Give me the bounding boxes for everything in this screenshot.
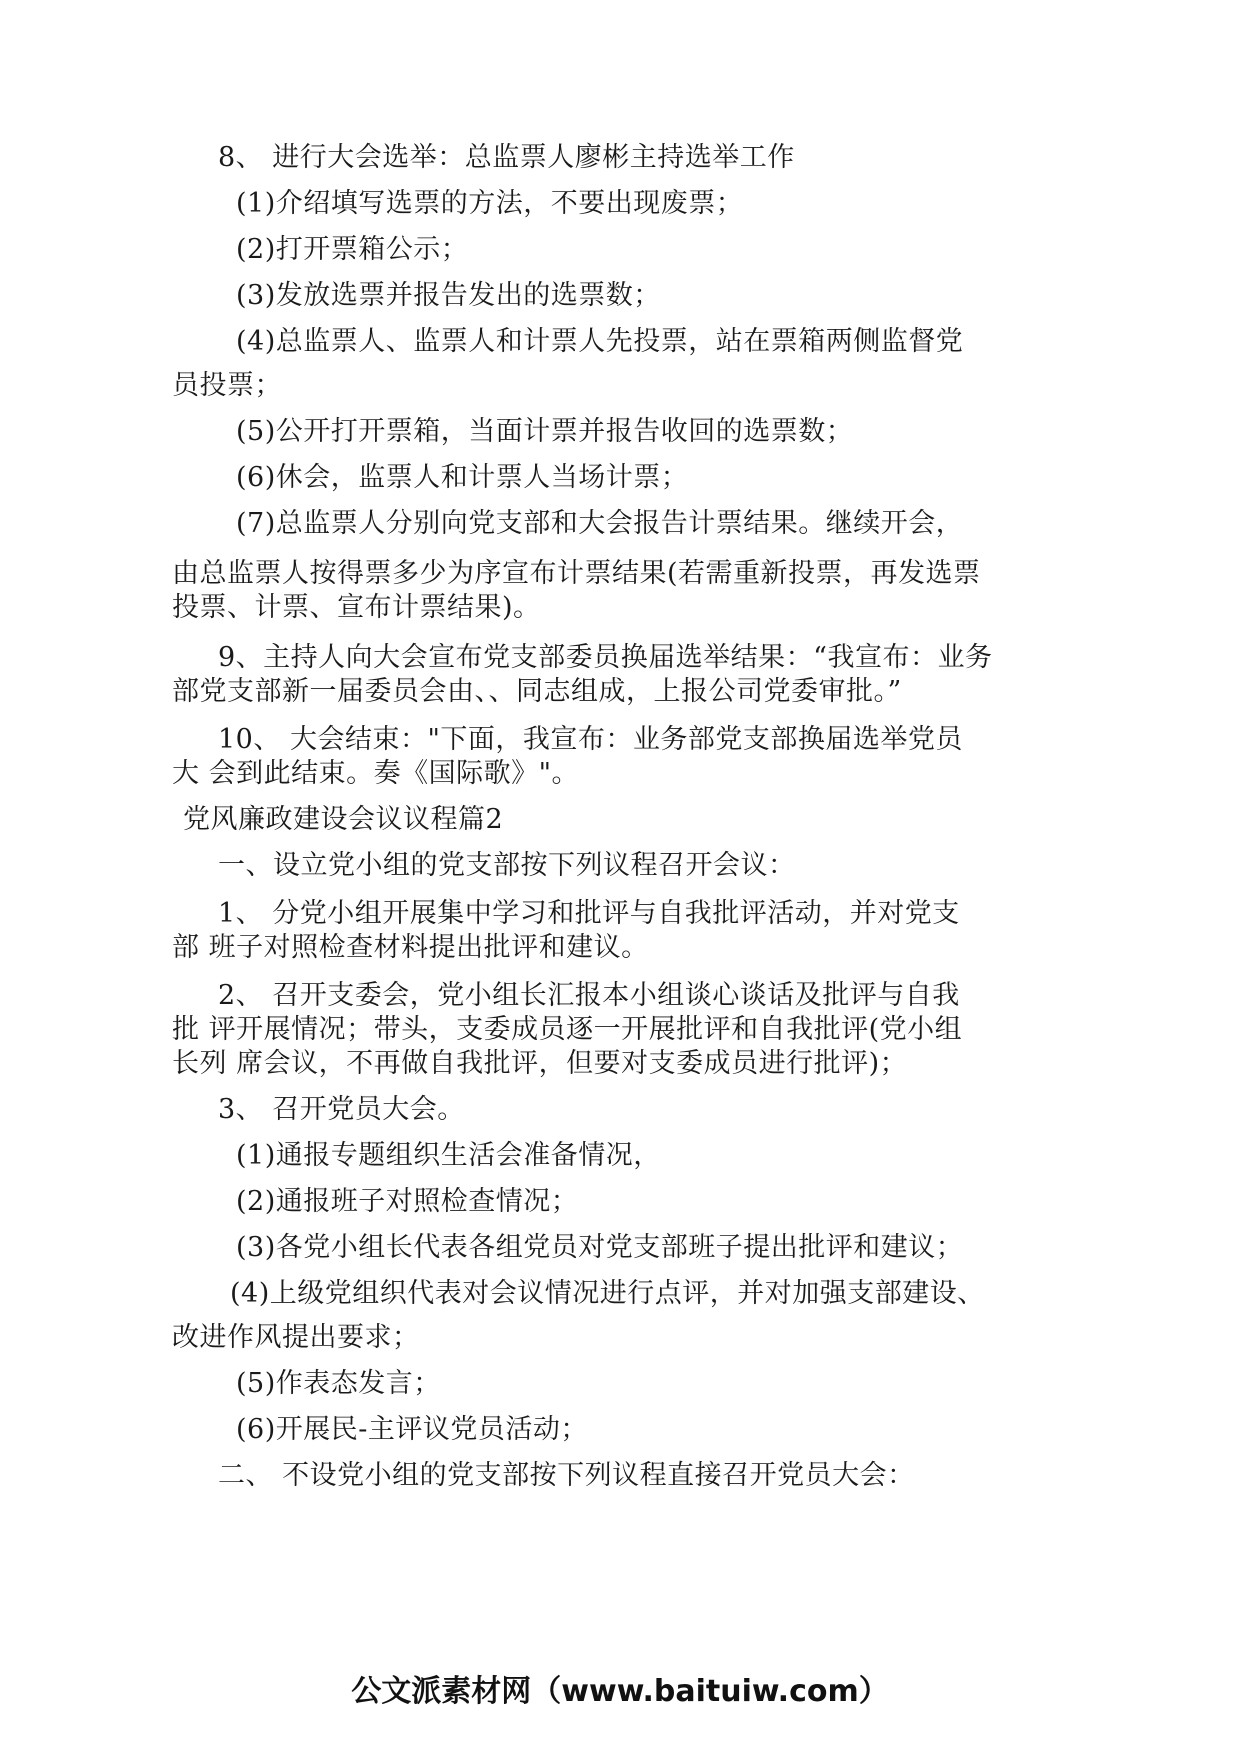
paragraph-line: 一、设立党小组的党支部按下列议程召开会议： bbox=[218, 850, 796, 881]
paragraph-line: 8、 进行大会选举：总监票人廖彬主持选举工作 bbox=[218, 142, 795, 173]
footer-watermark: 公文派素材网（www.baituiw.com） bbox=[351, 1674, 889, 1709]
paragraph-line: (6)开展民-主评议党员活动； bbox=[236, 1414, 588, 1445]
section-heading: 党风廉政建设会议议程篇2 bbox=[183, 804, 504, 835]
paragraph-line: 大 会到此结束。奏《国际歌》"。 bbox=[172, 758, 580, 789]
paragraph-line: 由总监票人按得票多少为序宣布计票结果(若需重新投票，再发选票 bbox=[172, 558, 981, 589]
paragraph-line: (6)休会，监票人和计票人当场计票； bbox=[236, 462, 689, 493]
paragraph-line: 投票、计票、宣布计票结果)。 bbox=[172, 592, 541, 623]
paragraph-line: (4)总监票人、监票人和计票人先投票，站在票箱两侧监督党 bbox=[236, 326, 964, 357]
paragraph-line: (2)打开票箱公示； bbox=[236, 234, 469, 265]
paragraph-line: (3)各党小组长代表各组党员对党支部班子提出批评和建议； bbox=[236, 1232, 964, 1263]
paragraph-line: (3)发放选票并报告发出的选票数； bbox=[236, 280, 661, 311]
paragraph-line: (1)介绍填写选票的方法，不要出现废票； bbox=[236, 188, 744, 219]
paragraph-line: 1、 分党小组开展集中学习和批评与自我批评活动，并对党支 bbox=[218, 898, 960, 929]
paragraph-line: 2、 召开支委会，党小组长汇报本小组谈心谈话及批评与自我 bbox=[218, 980, 960, 1011]
paragraph-line: 批 评开展情况；带头，支委成员逐一开展批评和自我批评(党小组 bbox=[172, 1014, 963, 1045]
paragraph-line: 9、主持人向大会宣布党支部委员换届选举结果：“我宣布：业务 bbox=[218, 642, 993, 673]
paragraph-line: 员投票； bbox=[172, 370, 282, 401]
paragraph-line: (5)公开打开票箱，当面计票并报告收回的选票数； bbox=[236, 416, 854, 447]
paragraph-line: (2)通报班子对照检查情况； bbox=[236, 1186, 579, 1217]
paragraph-line: (1)通报专题组织生活会准备情况， bbox=[236, 1140, 661, 1171]
paragraph-line: 二、 不设党小组的党支部按下列议程直接召开党员大会： bbox=[218, 1460, 915, 1491]
paragraph-line: (5)作表态发言； bbox=[236, 1368, 441, 1399]
paragraph-line: 部党支部新一届委员会由、、同志组成，上报公司党委审批。” bbox=[172, 676, 902, 707]
paragraph-line: 长列 席会议，不再做自我批评，但要对支委成员进行批评)； bbox=[172, 1048, 908, 1079]
paragraph-line: 10、 大会结束："下面，我宣布：业务部党支部换届选举党员 bbox=[218, 724, 963, 755]
paragraph-line: 3、 召开党员大会。 bbox=[218, 1094, 465, 1125]
paragraph-line: 改进作风提出要求； bbox=[172, 1322, 420, 1353]
paragraph-line: (4)上级党组织代表对会议情况进行点评，并对加强支部建设、 bbox=[230, 1278, 985, 1309]
paragraph-line: (7)总监票人分别向党支部和大会报告计票结果。继续开会， bbox=[236, 508, 964, 539]
paragraph-line: 部 班子对照检查材料提出批评和建议。 bbox=[172, 932, 649, 963]
